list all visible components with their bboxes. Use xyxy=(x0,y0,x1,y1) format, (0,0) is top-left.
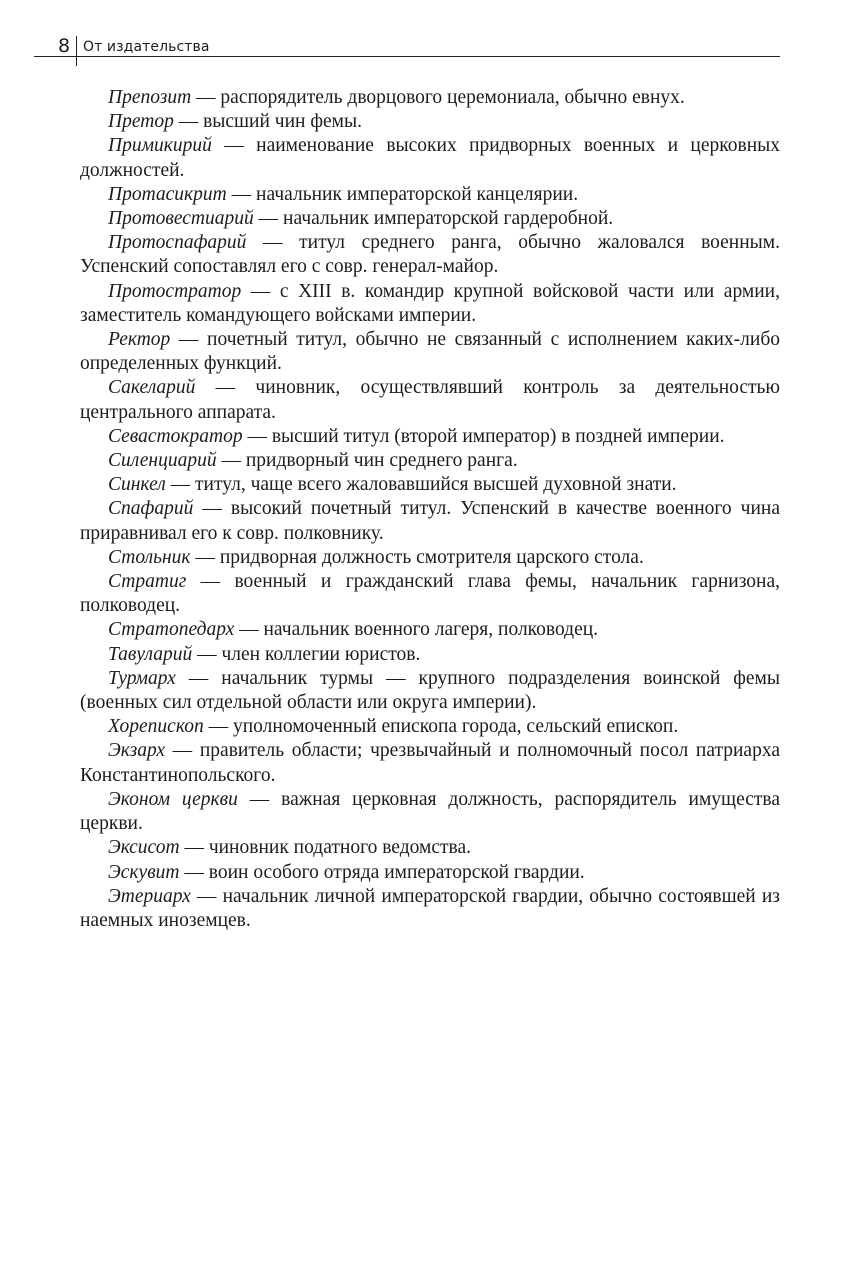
entry-definition: — почетный титул, обычно не связанный с исполнением каких-либо определенных функций. xyxy=(80,329,780,375)
glossary-entry xyxy=(80,546,780,570)
entry-term: Эконом церкви xyxy=(108,788,238,810)
entry-definition: — распорядитель дворцового церемониала, обычно евнух. xyxy=(191,87,685,108)
entry-definition: — высший чин фемы. xyxy=(173,111,362,133)
entry-definition: — начальник военного лагеря, полководец. xyxy=(234,619,599,641)
entry-term: Претор xyxy=(108,111,174,133)
glossary-entry xyxy=(80,667,780,715)
entry-term: Хорепископ xyxy=(108,716,204,738)
entry-term: Протовестиарий xyxy=(108,208,254,230)
entry-definition: — важная церковная должность, распорядитель имущества церкви. xyxy=(80,788,780,835)
glossary-entry xyxy=(80,473,780,497)
section-title: От издательства xyxy=(83,39,210,55)
glossary-entry xyxy=(80,788,780,836)
entry-definition: — член коллегии юристов. xyxy=(192,643,421,665)
header-divider xyxy=(76,36,77,66)
entry-term: Стольник xyxy=(108,546,191,568)
glossary-entry xyxy=(80,570,780,618)
glossary-entry xyxy=(80,715,780,739)
entry-definition: — высокий почетный титул. Успенский в качестве военного чина приравнивал его к совр. полковнику. xyxy=(80,498,780,544)
entry-term: Турмарх xyxy=(108,667,176,689)
running-head xyxy=(34,34,780,68)
glossary-entry xyxy=(80,497,780,545)
entry-term: Этериарх xyxy=(108,885,191,907)
entry-definition: — титул среднего ранга, обычно жаловался военным. Успенский сопоставлял его с совр. генерал-майор. xyxy=(80,232,780,278)
glossary-entry xyxy=(80,280,780,328)
entry-definition: — чиновник податного ведомства. xyxy=(179,837,471,859)
glossary-entry xyxy=(80,134,780,182)
glossary xyxy=(80,86,780,933)
entry-term: Примикирий xyxy=(108,135,212,157)
entry-term: Сакеларий xyxy=(108,377,196,399)
glossary-entry xyxy=(80,86,780,110)
entry-definition: — высший титул (второй император) в поздней империи. xyxy=(242,425,725,447)
entry-term: Синкел xyxy=(108,474,166,496)
entry-term: Севастократор xyxy=(108,425,243,447)
entry-term: Спафарий xyxy=(108,498,194,520)
entry-definition: — правитель области; чрезвычайный и полномочный посол патриарха Константинопольского. xyxy=(80,740,780,786)
glossary-entry xyxy=(80,328,780,376)
entry-term: Протоспафарий xyxy=(108,232,247,254)
entry-term: Препозит xyxy=(108,87,192,108)
entry-definition: — начальник личной императорской гвардии, обычно состоявшей из наемных иноземцев. xyxy=(80,885,780,931)
entry-definition: — начальник императорской гардеробной. xyxy=(253,208,614,230)
entry-term: Ректор xyxy=(108,329,171,351)
glossary-entry xyxy=(80,643,780,667)
glossary-entry xyxy=(80,739,780,787)
entry-term: Стратопедарх xyxy=(108,619,235,641)
entry-definition: — наименование высоких придворных военных и церковных должностей. xyxy=(80,135,780,181)
entry-term: Эксисот xyxy=(108,837,180,859)
entry-term: Протостратор xyxy=(108,280,242,302)
glossary-entry xyxy=(80,449,780,473)
page-number: 8 xyxy=(58,35,71,57)
entry-definition: — начальник императорской канцелярии. xyxy=(226,183,579,205)
entry-definition: — придворный чин среднего ранга. xyxy=(216,450,518,472)
glossary-entry xyxy=(80,861,780,885)
glossary-entry xyxy=(80,231,780,279)
entry-definition: — военный и гражданский глава фемы, начальник гарнизона, полководец. xyxy=(80,571,780,617)
glossary-entry xyxy=(80,885,780,933)
entry-definition: — воин особого отряда императорской гвардии. xyxy=(179,861,585,883)
entry-definition: — титул, чаще всего жаловавшийся высшей духовной знати. xyxy=(165,474,677,496)
entry-definition: — чиновник, осуществлявший контроль за деятельностью центрального аппарата. xyxy=(80,377,780,423)
entry-term: Силенциарий xyxy=(108,450,217,472)
entry-term: Экзарх xyxy=(108,740,166,762)
glossary-entry xyxy=(80,183,780,207)
entry-definition: — уполномоченный епископа города, сельский епископ. xyxy=(203,716,679,738)
glossary-entry xyxy=(80,207,780,231)
glossary-entry xyxy=(80,110,780,134)
entry-term: Эскувит xyxy=(108,861,180,883)
entry-definition: — придворная должность смотрителя царского стола. xyxy=(190,546,644,568)
glossary-entry xyxy=(80,618,780,642)
entry-term: Протасикрит xyxy=(108,183,227,205)
entry-term: Стратиг xyxy=(108,571,187,593)
entry-definition: — начальник турмы — крупного подразделения воинской фемы (военных сил отдельной области или округа империи). xyxy=(80,667,780,714)
glossary-entry xyxy=(80,425,780,449)
glossary-entry xyxy=(80,376,780,424)
entry-definition: — с XIII в. командир крупной войсковой части или армии, заместитель командующего войсками империи. xyxy=(80,280,780,326)
glossary-entry xyxy=(80,836,780,860)
entry-term: Тавуларий xyxy=(108,643,193,665)
